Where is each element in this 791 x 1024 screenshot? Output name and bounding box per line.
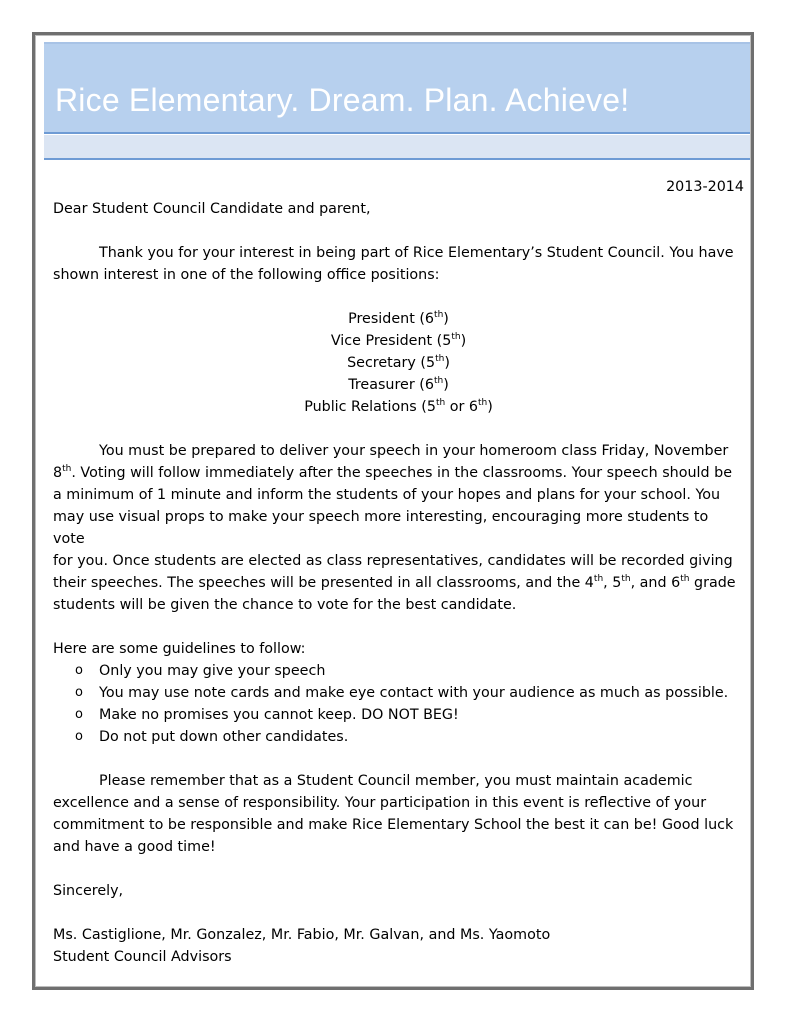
paragraph-line: a minimum of 1 minute and inform the students of your hopes and plans for your school. You bbox=[53, 487, 721, 503]
guidelines-intro: Here are some guidelines to follow: bbox=[53, 641, 306, 657]
school-year: 2013-2014 bbox=[666, 179, 744, 195]
paragraph-line: You must be prepared to deliver your speech in your homeroom class Friday, November bbox=[99, 443, 729, 459]
paragraph-line: for you. Once students are elected as class representatives, candidates will be recorded giving bbox=[53, 553, 733, 569]
paragraph-line: and have a good time! bbox=[53, 839, 216, 855]
closing-paragraph bbox=[53, 770, 744, 858]
position-item: Public Relations (5th or 6th) bbox=[304, 398, 493, 415]
letter-body bbox=[53, 176, 744, 968]
guideline-item: o Make no promises you cannot keep. DO NOT BEG! bbox=[99, 704, 744, 726]
paragraph-line: students will be given the chance to vote for the best candidate. bbox=[53, 597, 517, 613]
header-subbar bbox=[44, 135, 750, 160]
guideline-item: o You may use note cards and make eye contact with your audience as much as possible. bbox=[99, 682, 744, 704]
position-item: Treasurer (6th) bbox=[348, 376, 449, 393]
position-item: President (6th) bbox=[348, 310, 449, 327]
intro-line: shown interest in one of the following office positions: bbox=[53, 267, 440, 283]
header-banner bbox=[44, 42, 750, 134]
intro-line: Thank you for your interest in being part of Rice Elementary’s Student Council. You have bbox=[99, 245, 734, 261]
speech-paragraph bbox=[53, 440, 744, 616]
guideline-item: o Only you may give your speech bbox=[99, 660, 744, 682]
signers-title: Student Council Advisors bbox=[53, 949, 232, 965]
positions-list bbox=[53, 308, 744, 418]
signoff: Sincerely, bbox=[53, 883, 124, 899]
paragraph-line: Please remember that as a Student Council member, you must maintain academic bbox=[99, 773, 693, 789]
page-title: Rice Elementary. Dream. Plan. Achieve! bbox=[55, 82, 630, 118]
position-item: Secretary (5th) bbox=[347, 354, 450, 371]
guideline-item: o Do not put down other candidates. bbox=[99, 726, 744, 748]
guidelines-list bbox=[53, 660, 744, 748]
signers: Ms. Castiglione, Mr. Gonzalez, Mr. Fabio, Mr. Galvan, and Ms. Yaomoto bbox=[53, 927, 551, 943]
paragraph-line: excellence and a sense of responsibility. Your participation in this event is reflective of your bbox=[53, 795, 707, 811]
position-item: Vice President (5th) bbox=[330, 332, 467, 349]
paragraph-line: may use visual props to make your speech more interesting, encouraging more students to vote bbox=[53, 509, 709, 547]
paragraph-line: commitment to be responsible and make Rice Elementary School the best it can be! Good luck bbox=[53, 817, 734, 833]
paragraph-line: 8th. Voting will follow immediately after the speeches in the classrooms. Your speech should be bbox=[53, 464, 733, 481]
salutation: Dear Student Council Candidate and parent, bbox=[53, 201, 371, 217]
paragraph-line: their speeches. The speeches will be presented in all classrooms, and the 4th, 5th, and 6th grade bbox=[53, 574, 736, 591]
